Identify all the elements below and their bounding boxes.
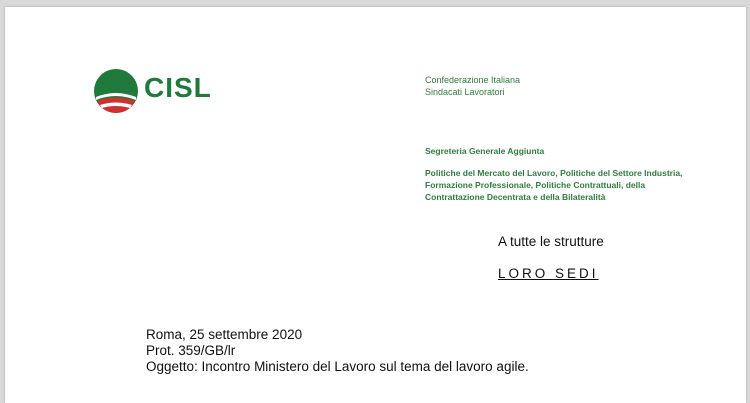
org-line-2: Sindacati Lavoratori	[425, 87, 505, 97]
protocol-number: Prot. 359/GB/lr	[146, 343, 236, 358]
recipient-line-1: A tutte le strutture	[498, 234, 604, 249]
cisl-logo-icon	[92, 67, 140, 115]
letter-meta	[146, 327, 529, 375]
cisl-logo	[92, 67, 232, 123]
place-date: Roma, 25 settembre 2020	[146, 327, 303, 342]
office-title: Segreteria Generale Aggiunta	[425, 146, 545, 156]
recipient-line-2: LORO SEDI	[498, 266, 599, 281]
logo-wordmark: CISL	[144, 72, 212, 103]
office-department: Politiche del Mercato del Lavoro, Politiche del Settore Industria, Formazione Professionale, Politiche Contrattuali, della Contrattazione Decentrata e della Bilateralità	[425, 168, 683, 202]
org-line-1: Confederazione Italiana	[425, 75, 521, 85]
organization-name	[425, 74, 520, 98]
subject-line: Oggetto: Incontro Ministero del Lavoro sul tema del lavoro agile.	[146, 359, 529, 374]
document-page	[5, 7, 746, 403]
recipient-block	[498, 233, 604, 283]
office-block	[425, 145, 695, 203]
